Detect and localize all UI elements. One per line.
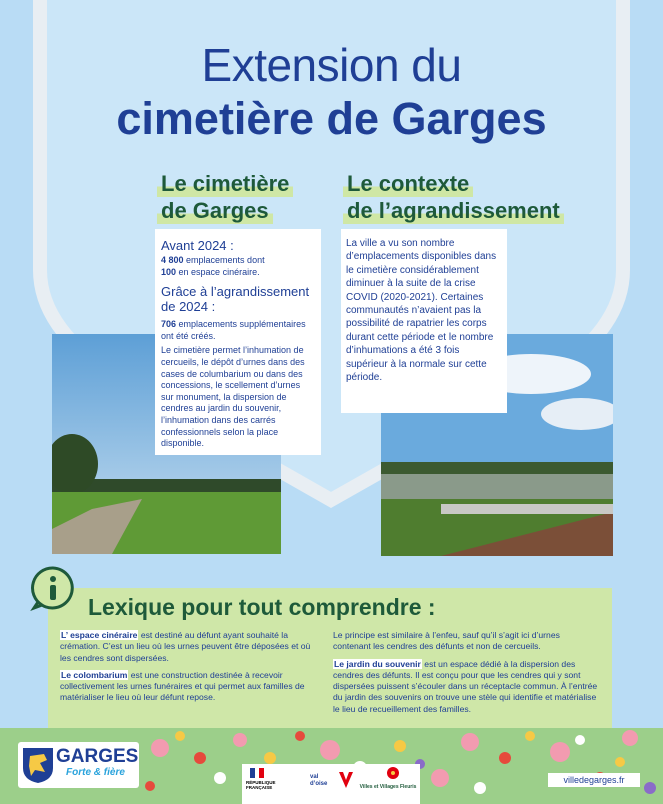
lexique-entry-colombarium <box>60 670 318 704</box>
def-jardin-souvenir: est un espace dédié à la dispersion des cendres des défunts. Il est conçu pour que les cendres qui y sont dispersées puissent s’écouler dans un réceptacle commun. À l’entrée du jardin des souvenirs on trouve une stèle qui identifie et matérialise le lieu de recueillement des familles. <box>333 658 598 714</box>
right-heading-line-1: Le contexte <box>343 170 473 197</box>
lexique-col-right <box>333 630 599 721</box>
partner-villes-fleuris: Villes et Villages Fleuris <box>359 784 417 790</box>
def-espace-cineraire: est destiné au défunt ayant souhaité la crémation. C’est un lieu où les urnes peuvent être déposées et où les cendres sont dispersées. <box>60 630 311 663</box>
before-label: Avant 2024 : <box>161 238 234 253</box>
lexique-principe: Le principe est similaire à l’enfeu, sauf qu’il s’agit ici d’urnes contenant les cendres des défunts et non de cercueils. <box>333 630 560 652</box>
partner-logos <box>242 764 420 804</box>
lion-emblem-icon <box>21 746 55 784</box>
term-colombarium: Le colombarium <box>61 669 128 680</box>
left-body: Le cimetière permet l’inhumation de cercueils, le dépôt d’urnes dans des cases de columbarium ou dans des concessions, le scellement d’urnes sur monument, la dispersion de cendres au jardin du souvenir, l’inhumation dans des carrés confessionnels selon la place disponible. <box>161 345 305 449</box>
lexique-col-left <box>60 630 318 710</box>
before-stats <box>161 255 315 267</box>
title-line-1: Extension du <box>201 39 462 91</box>
val-doise-v-icon <box>338 770 354 790</box>
garges-logo <box>18 742 139 788</box>
after-text: emplacements supplémentaires ont été créés. <box>161 319 306 341</box>
right-heading <box>343 170 564 224</box>
after-count: 706 <box>161 319 177 330</box>
lexique-title: Lexique pour tout comprendre : <box>88 594 436 620</box>
right-info-card <box>341 229 507 413</box>
partner-republique: RÉPUBLIQUE FRANÇAISE <box>246 780 276 790</box>
term-jardin-souvenir: Le jardin du souvenir <box>334 658 421 669</box>
flower-label-icon <box>384 766 402 780</box>
def-colombarium: est une construction destinée à recevoir collectivement les urnes funéraires et qui permet aux familles de matérialiser le lieu où leur défunt repose. <box>60 669 305 703</box>
right-heading-line-2: de l’agrandissement <box>343 197 564 224</box>
info-icon <box>30 565 76 611</box>
left-info-card <box>155 229 321 455</box>
term-espace-cineraire: L’ espace cinéraire <box>61 630 138 640</box>
left-heading <box>157 170 293 224</box>
before-text: emplacements dont <box>183 255 265 265</box>
lexique-entry-espace <box>60 630 318 664</box>
marianne-icon <box>250 768 264 778</box>
after-label-1: Grâce à l’agrandissement <box>161 284 310 300</box>
before-text-2: en espace cinéraire. <box>176 266 260 277</box>
title-line-2: cimetière de Garges <box>116 93 547 144</box>
lexique-entry-jardin <box>333 659 599 715</box>
website-url[interactable]: villedegarges.fr <box>548 773 640 787</box>
partner-val-doise: val d’oise <box>310 774 328 787</box>
after-label-2: de 2024 : <box>161 299 216 315</box>
left-heading-line-1: Le cimetière <box>157 170 293 197</box>
left-heading-line-2: de Garges <box>157 197 273 224</box>
logo-brand: GARGES <box>56 746 139 767</box>
after-stats <box>161 319 315 342</box>
before-count-2: 100 <box>161 266 177 277</box>
right-body: La ville a vu son nombre d’emplacements disponibles dans le cimetière considérablement diminuer à la suite de la crise COVID (2020-2021). Certaines communautés n’avaient pas la possibilité de rapatrier les corps durant cette période et le nombre d’inhumations a été 3 fois supérieur à la normale sur cette période. <box>346 238 497 384</box>
before-stats-2 <box>161 267 315 279</box>
logo-tagline: Forte & fière <box>66 767 125 778</box>
before-count: 4 800 <box>161 255 184 265</box>
